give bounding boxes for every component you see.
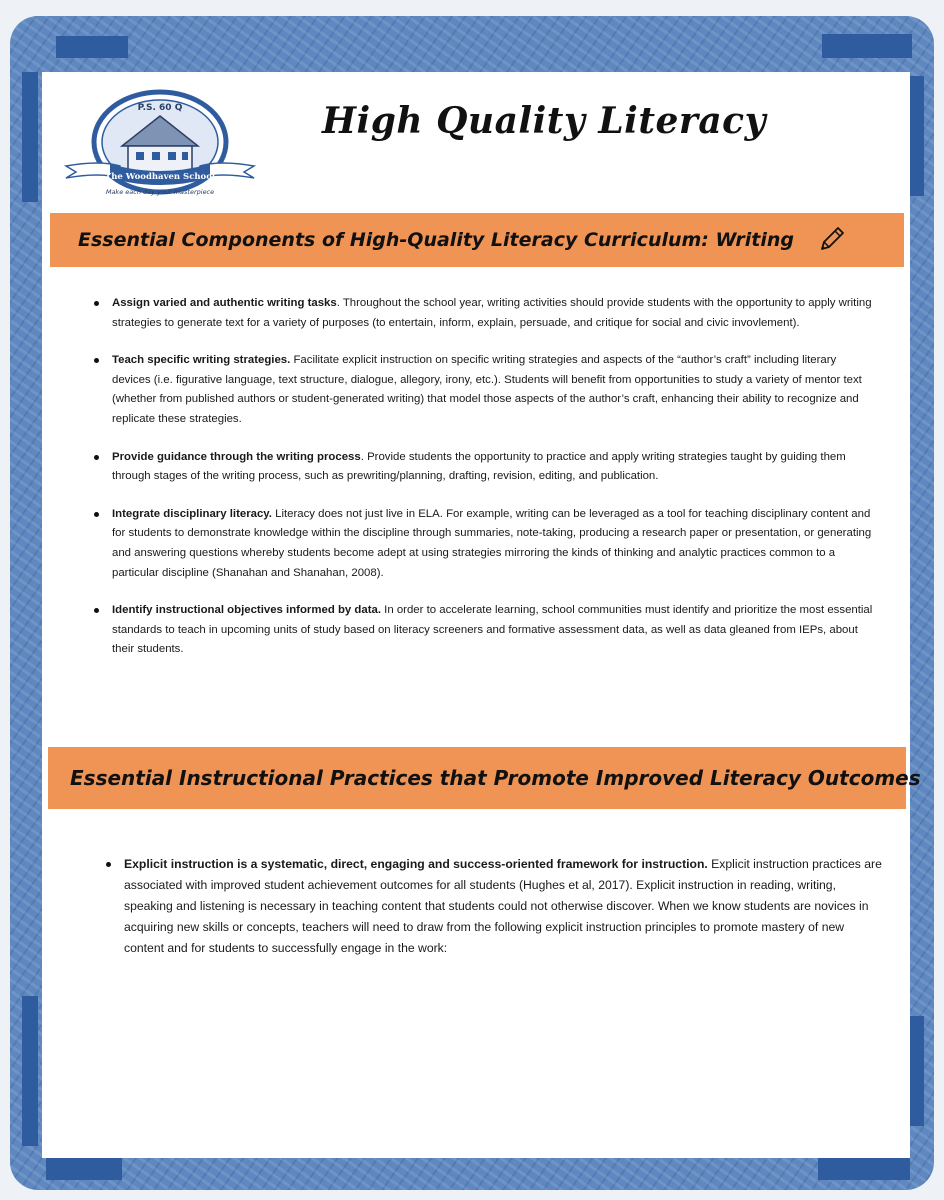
- section-banner-practices: [48, 747, 921, 809]
- logo-motto: Make each day your masterpiece: [105, 188, 215, 196]
- list-item: [94, 601, 874, 660]
- logo-school-name: The Woodhaven School: [104, 172, 216, 182]
- writing-components-list: [94, 294, 874, 678]
- list-item-lead: Explicit instruction is a systematic, direct, engaging and success-oriented framework for instruction.: [124, 857, 708, 871]
- list-item-text: Facilitate explicit instruction on specific writing strategies and aspects of the “author’s craft” including literary devices (i.e. figurative language, text structure, dialogue, allegory, irony, etc.). Students will benefit from opportunities to study a variety of mentor text (whether from published authors or student-generated writing) that model those aspects of the author’s craft, enhancing their ability to recognize and replicate these strategies.: [112, 354, 862, 425]
- frame-tab-top-left: [56, 36, 128, 58]
- list-item: [106, 854, 886, 959]
- document-page: [42, 72, 921, 1158]
- page-header: [42, 72, 910, 212]
- frame-tab-left-upper: [22, 72, 38, 202]
- section-banner-writing: [50, 213, 904, 267]
- section-title-writing: Essential Components of High-Quality Literacy Curriculum: Writing: [78, 229, 794, 251]
- list-item: [94, 351, 874, 429]
- school-logo: [60, 86, 260, 206]
- list-item: [94, 505, 874, 583]
- list-item-text: Literacy does not just live in ELA. For example, writing can be leveraged as a tool for teaching disciplinary content and for students to demonstrate knowledge within the discipline through summaries, note-taking, producing a research paper or presentation, or generating and answering questions whereby students become adept at using strategies mirroring the kinds of thinking and analytic practices common to a particular discipline (Shanahan and Shanahan, 2008).: [112, 507, 872, 579]
- list-item-lead: Provide guidance through the writing process: [112, 450, 361, 463]
- list-item: [94, 294, 874, 333]
- frame-tab-bottom-left: [46, 1158, 122, 1180]
- frame-tab-top-right: [822, 34, 912, 58]
- list-item-text: Explicit instruction practices are associated with improved student achievement outcomes for all students (Hughes et al, 2017). Explicit instruction in reading, writing, speaking and listening is necessary in teaching content that students could not otherwise discover. When we know students are novices in acquiring new skills or concepts, teachers will need to draw from the following explicit instruction principles to promote mastery of new content and for students to successfully engage in the work:: [124, 857, 882, 955]
- frame-tab-bottom-right: [818, 1158, 910, 1180]
- list-item-lead: Identify instructional objectives informed by data.: [112, 604, 381, 617]
- list-item-text: . Throughout the school year, writing activities should provide students with the opportunity to apply writing strategies to generate text for a variety of purposes (to entertain, inform, explain, persuade, and critique for social and civic invovlement).: [112, 297, 872, 329]
- page-title: High Quality Literacy: [322, 100, 767, 142]
- frame-tab-right-lower: [910, 1016, 924, 1126]
- list-item-lead: Teach specific writing strategies.: [112, 354, 291, 367]
- pencil-icon: [816, 225, 846, 255]
- section-title-practices: Essential Instructional Practices that Promote Improved Literacy Outcomes: [70, 766, 921, 790]
- list-item-text: . Provide students the opportunity to practice and apply writing strategies taught by guiding them through stages of the writing process, such as prewriting/planning, drafting, revision, editing, and publication.: [112, 450, 846, 483]
- list-item-lead: Integrate disciplinary literacy.: [112, 507, 272, 520]
- list-item-text: In order to accelerate learning, school communities must identify and prioritize the most essential standards to teach in upcoming units of study based on literacy screeners and formative assessment data, as well as data gleaned from IEPs, about their students.: [112, 604, 873, 656]
- frame-tab-left-lower: [22, 996, 38, 1146]
- frame-tab-right-upper: [910, 76, 924, 196]
- instructional-practices-list: [106, 854, 886, 959]
- logo-school-code: P.S. 60 Q: [137, 103, 183, 113]
- list-item: [94, 448, 874, 487]
- list-item-lead: Assign varied and authentic writing tasks: [112, 297, 337, 309]
